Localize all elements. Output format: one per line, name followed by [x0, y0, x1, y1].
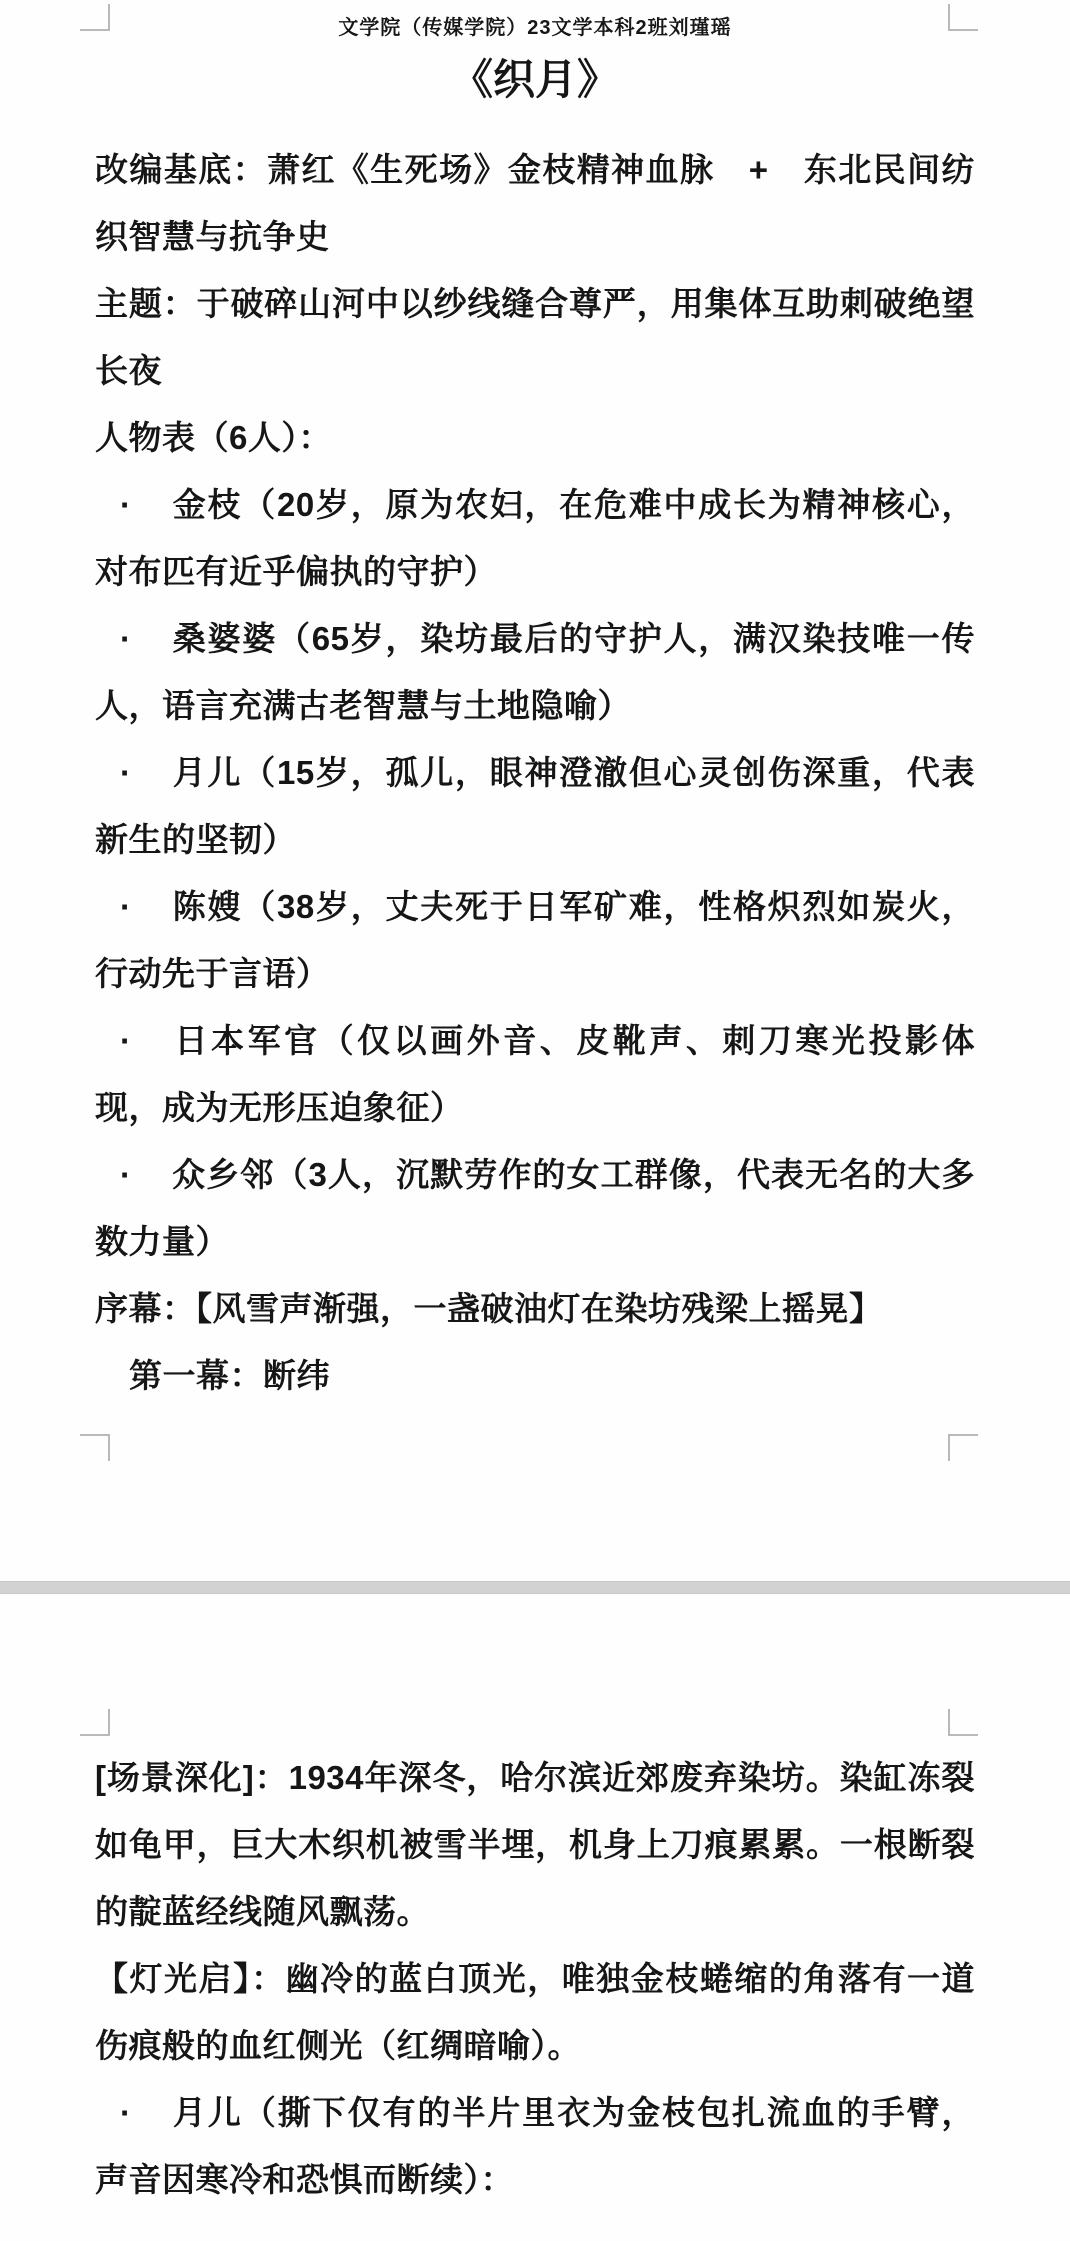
paragraph-text: 月儿（15岁，孤儿，眼神澄澈但心灵创伤深重，代表新生的坚韧）: [95, 754, 975, 858]
cast-item-yueer: [95, 739, 975, 873]
paragraph-text: 陈嫂（38岁，丈夫死于日军矿难，性格炽烈如炭火，行动先于言语）: [95, 888, 975, 992]
bullet-marker: ·: [120, 754, 132, 791]
paragraph-text: 月儿（撕下仅有的半片里衣为金枝包扎流血的手臂，声音因寒冷和恐惧而断续）：: [95, 2094, 975, 2198]
paragraph-cast-heading: [95, 404, 975, 471]
paragraph-text: 改编基底：萧红《生死场》金枝精神血脉 + 东北民间纺织智慧与抗争史: [95, 151, 975, 255]
cast-item-sangpopo: [95, 605, 975, 739]
text-boundary-mark-top-right: [948, 4, 978, 31]
bullet-marker: ·: [120, 2094, 132, 2131]
text-boundary-mark-top-left: [80, 1709, 110, 1736]
paragraph-text: 序幕：【风雪声渐强，一盏破油灯在染坊残梁上摇晃】: [95, 1290, 883, 1327]
cast-item-jinzhi: [95, 471, 975, 605]
paragraph-prologue: [95, 1275, 975, 1342]
paragraph-text: 人物表（6人）：: [95, 419, 332, 456]
page-2-body: [95, 1594, 975, 2213]
paragraph-scene-deepening: [95, 1744, 975, 1945]
cast-item-japanese-officer: [95, 1007, 975, 1141]
text-boundary-mark-top-right: [948, 1709, 978, 1736]
paragraph-text: [场景深化]：1934年深冬，哈尔滨近郊废弃染坊。染缸冻裂如龟甲，巨大木织机被雪半埋，机身上刀痕累累。一根断裂的靛蓝经线随风飘荡。: [95, 1759, 975, 1930]
bullet-marker: ·: [120, 1022, 132, 1059]
bullet-marker: ·: [120, 1156, 132, 1193]
paragraph-yueer-line: [95, 2079, 975, 2213]
cast-item-chensao: [95, 873, 975, 1007]
page-break-divider: [0, 1581, 1070, 1594]
paragraph-text: 众乡邻（3人，沉默劳作的女工群像，代表无名的大多数力量）: [95, 1156, 975, 1260]
bullet-marker: ·: [120, 620, 132, 657]
paragraph-text: 金枝（20岁，原为农妇，在危难中成长为精神核心，对布匹有近乎偏执的守护）: [95, 486, 975, 590]
paragraph-act-one-heading: [95, 1342, 975, 1409]
paragraph-text: 日本军官（仅以画外音、皮靴声、刺刀寒光投影体现，成为无形压迫象征）: [95, 1022, 975, 1126]
document-page-2: [0, 1594, 1070, 2241]
paragraph-text: 【灯光启】：幽冷的蓝白顶光，唯独金枝蜷缩的角落有一道伤痕般的血红侧光（红绸暗喻）。: [95, 1960, 975, 2064]
page-1-body: [95, 136, 975, 1409]
document-title: 《织月》: [450, 56, 619, 103]
paragraph-text: 主题：于破碎山河中以纱线缝合尊严，用集体互助刺破绝望长夜: [95, 285, 975, 389]
page-header: 文学院（传媒学院）23文学本科2班刘瑾瑶: [338, 17, 732, 39]
bullet-marker: ·: [120, 888, 132, 925]
bullet-marker: ·: [120, 486, 132, 523]
text-boundary-mark-bottom-left: [80, 1434, 110, 1461]
paragraph-text: 桑婆婆（65岁，染坊最后的守护人，满汉染技唯一传人，语言充满古老智慧与土地隐喻）: [95, 620, 975, 724]
paragraph-lighting-cue: [95, 1945, 975, 2079]
paragraph-text: 第一幕：断纬: [129, 1357, 330, 1394]
text-boundary-mark-bottom-right: [948, 1434, 978, 1461]
paragraph-adaptation-base: [95, 136, 975, 270]
paragraph-theme: [95, 270, 975, 404]
cast-item-neighbors: [95, 1141, 975, 1275]
text-boundary-mark-top-left: [80, 4, 110, 31]
